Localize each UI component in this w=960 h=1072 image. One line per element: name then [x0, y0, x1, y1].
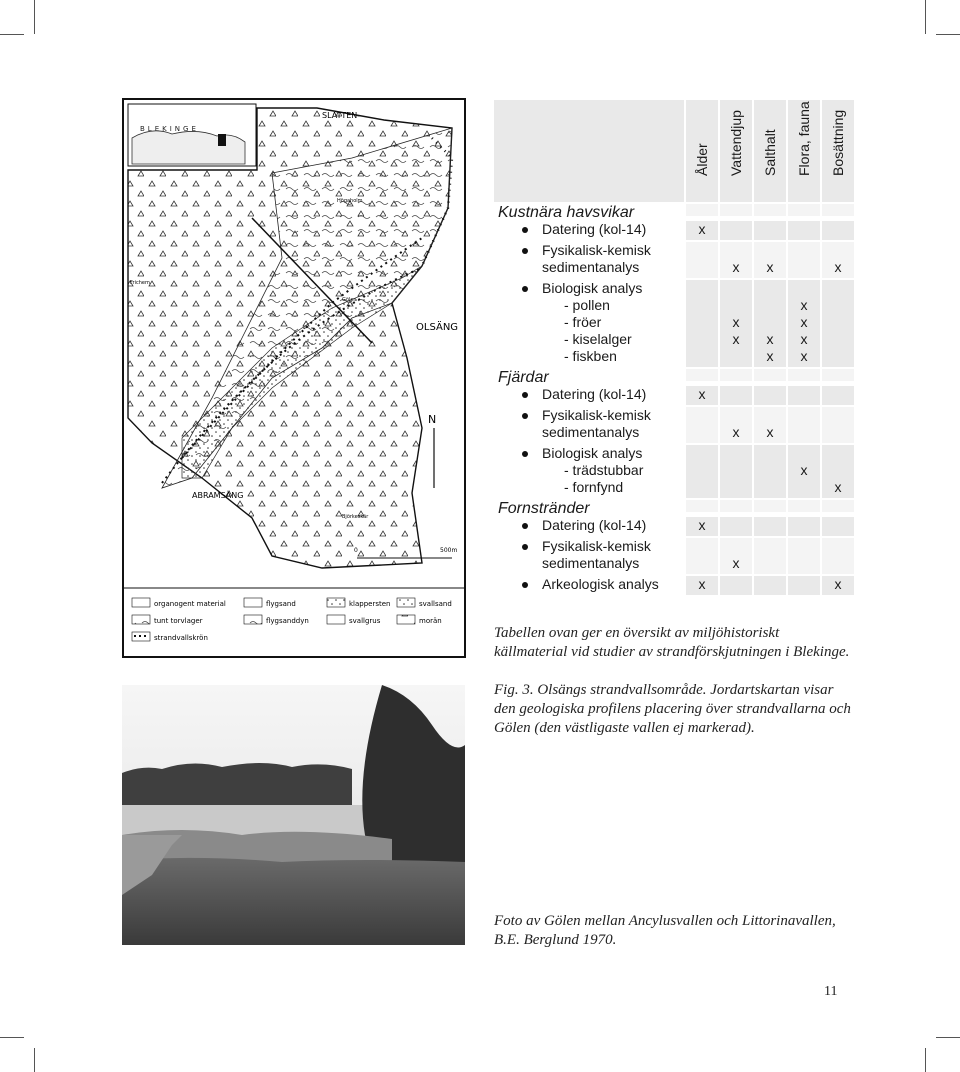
table-cell [788, 500, 820, 512]
table-cell [822, 204, 854, 216]
row-label: Biologisk analys [542, 280, 643, 296]
row-label: Fysikalisk-kemisk sedimentanalys [542, 407, 651, 440]
bullet-icon [522, 286, 528, 292]
row-label: Datering (kol-14) [542, 517, 647, 533]
mark-x: x [766, 424, 774, 440]
crop-mark [936, 34, 960, 35]
table-cell [822, 221, 854, 240]
legend-label: svallgrus [349, 617, 381, 625]
lake-photo [122, 685, 465, 945]
column-header-label: Bosättning [830, 109, 846, 176]
bullet-icon [522, 413, 528, 419]
inset-label: BLEKINGE [140, 125, 199, 133]
crop-mark [0, 1037, 24, 1038]
table-header-blank [494, 100, 684, 202]
place-golen: Gölen [342, 297, 357, 303]
table-cell [788, 517, 820, 536]
legend-label: morän [419, 617, 442, 625]
column-header-label: Flora, fauna [796, 101, 812, 176]
mark-x: x [732, 331, 740, 347]
table-cell [686, 445, 718, 498]
table-cell [686, 407, 718, 443]
table-caption: Tabellen ovan ger en översikt av miljöhistoriskt källmaterial vid studier av strandförskjutningen i Blekinge. [494, 625, 850, 660]
column-header-label: Ålder [694, 143, 710, 176]
row-label: Biologisk analys [542, 445, 643, 461]
bullet-icon [522, 544, 528, 550]
table-cell [822, 517, 854, 536]
table-cell [788, 242, 820, 278]
place-hogaholm: Högaholm [337, 198, 363, 204]
north-label: N [428, 413, 437, 426]
legend-label: flygsand [266, 600, 296, 608]
place-abramsang: ABRAMSÄNG [192, 491, 244, 500]
table-cell [720, 576, 752, 595]
bullet-icon [522, 248, 528, 254]
table-cell [686, 204, 718, 216]
table-cell [720, 386, 752, 405]
table-cell [822, 538, 854, 574]
column-header [686, 100, 718, 202]
row-label: Arkeologisk analys [542, 576, 659, 592]
soil-map [122, 98, 466, 658]
table-cell [686, 538, 718, 574]
table-cell [788, 576, 820, 595]
mark-x: x [732, 424, 740, 440]
place-frichem: Frichem [130, 280, 150, 286]
crop-mark [34, 0, 35, 34]
mark-x: x [766, 331, 774, 347]
table-cell [754, 204, 786, 216]
place-bjorkeskar: Björkeskär [342, 514, 369, 520]
scale-start: 0 [354, 547, 358, 554]
table-cell [788, 221, 820, 240]
place-olsang: OLSÄNG [416, 322, 459, 333]
table-cell [686, 280, 718, 367]
column-header-label: Salthalt [762, 129, 778, 176]
crop-mark [0, 34, 24, 35]
table-cell [686, 500, 718, 512]
table-cell [686, 242, 718, 278]
crop-mark [34, 1048, 35, 1072]
mark-x: x [800, 331, 808, 347]
table-cell [822, 407, 854, 443]
column-header [788, 100, 820, 202]
table-cell [754, 538, 786, 574]
mark-x: x [800, 297, 808, 313]
mark-x: x [732, 314, 740, 330]
table-cell [822, 500, 854, 512]
page-number: 11 [824, 984, 838, 999]
crop-mark [936, 1037, 960, 1038]
mark-x: x [766, 348, 774, 364]
legend-label: flygsanddyn [266, 617, 309, 625]
figure-caption: Fig. 3. Olsängs strandvallsområde. Jordartskartan visar den geologiska profilens placering över strandvallarna och Gölen (den västligaste vallen ej markerad). [494, 682, 851, 736]
mark-x: x [698, 517, 706, 533]
bullet-icon [522, 451, 528, 457]
bullet-icon [522, 392, 528, 398]
table-cell [720, 517, 752, 536]
table-cell [754, 576, 786, 595]
table-cell [788, 369, 820, 381]
mark-x: x [698, 386, 706, 402]
table-cell [686, 369, 718, 381]
column-header [822, 100, 854, 202]
sub-row-label: - trädstubbar [564, 462, 644, 478]
scale-end: 500m [440, 547, 458, 554]
sub-row-label: - fornfynd [564, 479, 624, 495]
table-cell [822, 280, 854, 367]
table-cell [754, 500, 786, 512]
column-header [754, 100, 786, 202]
section-title: Fjärdar [498, 369, 549, 386]
table-cell [754, 221, 786, 240]
table-cell [788, 386, 820, 405]
legend-label: svallsand [419, 600, 452, 608]
table-cell [720, 500, 752, 512]
mark-x: x [732, 259, 740, 275]
table-cell [754, 386, 786, 405]
photo-caption: Foto av Gölen mellan Ancylusvallen och Littorinavallen, B.E. Berglund 1970. [494, 913, 836, 948]
table-cell [754, 517, 786, 536]
table-cell [754, 369, 786, 381]
mark-x: x [800, 462, 808, 478]
legend-label: organogent material [154, 600, 226, 608]
table-cell [754, 445, 786, 498]
table-cell [788, 538, 820, 574]
column-header [720, 100, 752, 202]
crop-mark [925, 1048, 926, 1072]
table-cell [822, 386, 854, 405]
row-label: Datering (kol-14) [542, 221, 647, 237]
mark-x: x [698, 221, 706, 237]
crop-mark [925, 0, 926, 34]
sub-row-label: - fröer [564, 314, 602, 330]
section-title: Fornstränder [498, 500, 590, 517]
legend-label: tunt torvlager [154, 617, 203, 625]
table-cell [788, 204, 820, 216]
table-cell [720, 445, 752, 498]
mark-x: x [834, 259, 842, 275]
mark-x: x [732, 555, 740, 571]
legend-label: klappersten [349, 600, 391, 608]
mark-x: x [766, 259, 774, 275]
table-cell [720, 204, 752, 216]
bullet-icon [522, 523, 528, 529]
section-title: Kustnära havsvikar [498, 204, 635, 221]
sub-row-label: - kiselalger [564, 331, 632, 347]
mark-x: x [834, 576, 842, 592]
column-header-label: Vattendjup [728, 110, 744, 176]
bullet-icon [522, 227, 528, 233]
table-cell [822, 369, 854, 381]
row-label: Datering (kol-14) [542, 386, 647, 402]
mark-x: x [800, 348, 808, 364]
sub-row-label: - fiskben [564, 348, 617, 364]
mark-x: x [698, 576, 706, 592]
mark-x: x [834, 479, 842, 495]
table-cell [720, 221, 752, 240]
mark-x: x [800, 314, 808, 330]
bullet-icon [522, 582, 528, 588]
row-label: Fysikalisk-kemisk sedimentanalys [542, 242, 651, 275]
row-label: Fysikalisk-kemisk sedimentanalys [542, 538, 651, 571]
sub-row-label: - pollen [564, 297, 610, 313]
place-slatten: SLÄTTEN [322, 111, 358, 120]
legend-label: strandvallskrön [154, 634, 208, 642]
table-cell [720, 369, 752, 381]
table-cell [788, 407, 820, 443]
